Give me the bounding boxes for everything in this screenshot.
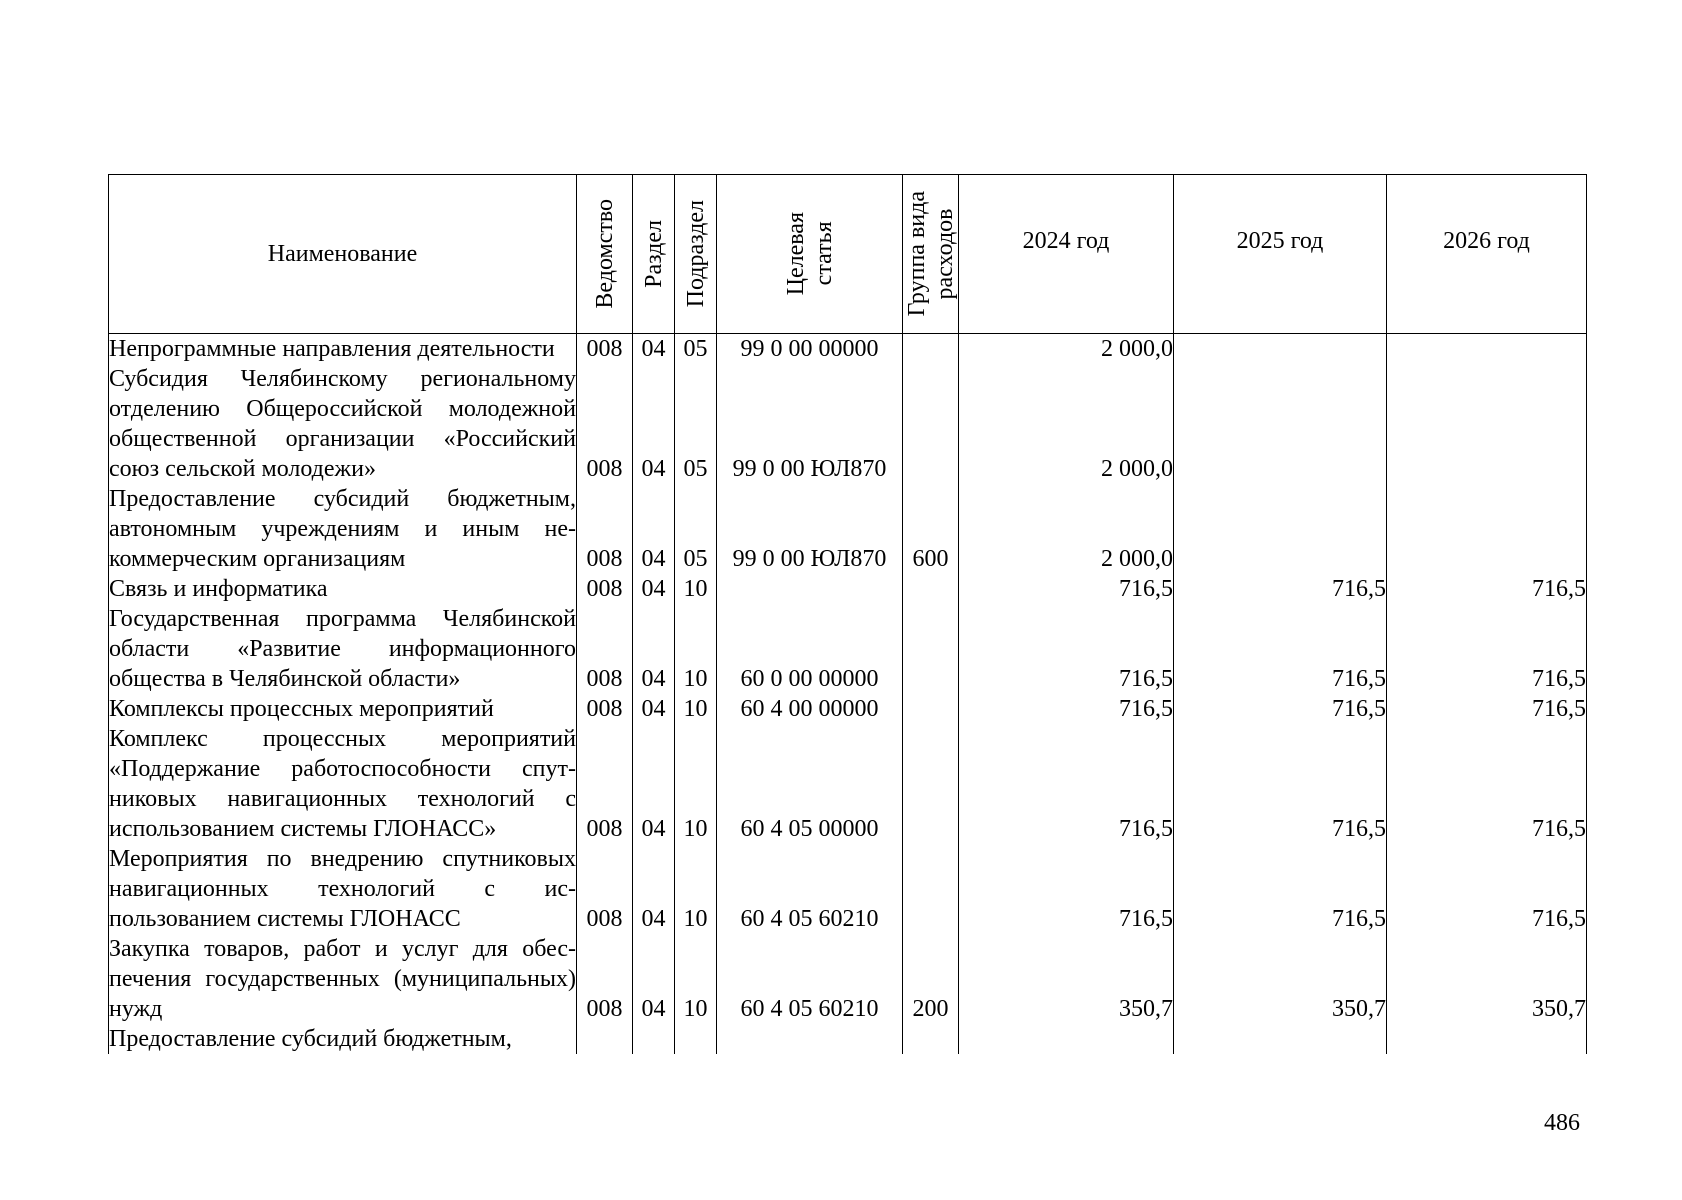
row-amount-2025: 716,5 [1174, 574, 1387, 604]
row-amount-2024: 716,5 [959, 724, 1174, 844]
row-vedomstvo: 008 [577, 334, 633, 365]
row-vedomstvo: 008 [577, 694, 633, 724]
row-amount-2025: 716,5 [1174, 724, 1387, 844]
row-celevaya-statya: 99 0 00 00000 [717, 334, 903, 365]
row-amount-2025: 716,5 [1174, 694, 1387, 724]
row-razdel: 04 [633, 364, 675, 484]
row-amount-2025 [1174, 484, 1387, 574]
row-vedomstvo: 008 [577, 844, 633, 934]
row-name: Государственная программа Челябинской области «Развитие информационного общества в Челябинской области» [109, 606, 576, 692]
row-gruppa-vida [903, 604, 959, 694]
row-celevaya-statya [717, 1024, 903, 1054]
table-row [109, 604, 1587, 694]
row-razdel: 04 [633, 334, 675, 365]
row-amount-2025: 716,5 [1174, 844, 1387, 934]
row-amount-2026 [1387, 364, 1587, 484]
row-name: Субсидия Челябинскому региональному отделению Общероссийской молодежной общественной организации «Российский союз сельской молодежи» [109, 366, 576, 482]
row-vedomstvo: 008 [577, 934, 633, 1024]
header-celevaya-statya: Целевая статья [717, 175, 903, 334]
row-name: Непрограммные направления деятельности [109, 334, 577, 365]
row-celevaya-statya [717, 574, 903, 604]
table-row [109, 484, 1587, 574]
table-row [109, 1024, 1587, 1054]
header-year-2024: 2024 год [959, 175, 1174, 334]
row-name: Связь и информатика [109, 574, 577, 604]
row-celevaya-statya: 99 0 00 ЮЛ870 [717, 484, 903, 574]
row-amount-2026 [1387, 484, 1587, 574]
row-podrazdel: 05 [675, 334, 717, 365]
row-amount-2025: 716,5 [1174, 604, 1387, 694]
row-razdel [633, 1024, 675, 1054]
row-amount-2024: 2 000,0 [959, 334, 1174, 365]
row-razdel: 04 [633, 724, 675, 844]
header-podrazdel: Подраздел [675, 175, 717, 334]
row-name: Предоставление субсидий бюджетным, [109, 1024, 577, 1054]
row-gruppa-vida [903, 364, 959, 484]
row-podrazdel: 05 [675, 364, 717, 484]
row-vedomstvo: 008 [577, 574, 633, 604]
row-amount-2026: 716,5 [1387, 724, 1587, 844]
budget-table [108, 174, 1587, 1054]
header-year-2026: 2026 год [1387, 175, 1587, 334]
table-row [109, 364, 1587, 484]
row-podrazdel [675, 1024, 717, 1054]
row-razdel: 04 [633, 604, 675, 694]
row-amount-2024: 2 000,0 [959, 484, 1174, 574]
row-amount-2026: 716,5 [1387, 574, 1587, 604]
header-gruppa-vida-rashodov: Группа вида расходов [903, 175, 959, 334]
row-gruppa-vida: 200 [903, 934, 959, 1024]
budget-table-sheet [108, 174, 1586, 1054]
row-amount-2025: 350,7 [1174, 934, 1387, 1024]
row-amount-2026: 716,5 [1387, 694, 1587, 724]
row-vedomstvo: 008 [577, 484, 633, 574]
row-razdel: 04 [633, 484, 675, 574]
row-name: Закупка товаров, работ и услуг для обеспечения государственных (муниципальных) нужд [109, 936, 576, 1022]
header-razdel: Раздел [633, 175, 675, 334]
row-gruppa-vida [903, 1024, 959, 1054]
row-podrazdel: 10 [675, 604, 717, 694]
row-amount-2024: 716,5 [959, 844, 1174, 934]
row-name: Мероприятия по внедрению спутниковых навигационных технологий с использованием системы ГЛОНАСС [109, 846, 576, 932]
row-razdel: 04 [633, 844, 675, 934]
row-gruppa-vida [903, 694, 959, 724]
row-name: Предоставление субсидий бюджетным, автономным учреждениям и иным некоммерческим организациям [109, 486, 576, 572]
row-celevaya-statya: 60 4 05 60210 [717, 844, 903, 934]
row-amount-2024: 716,5 [959, 604, 1174, 694]
table-row [109, 934, 1587, 1024]
row-gruppa-vida [903, 724, 959, 844]
row-vedomstvo: 008 [577, 604, 633, 694]
row-amount-2024: 716,5 [959, 574, 1174, 604]
row-amount-2025 [1174, 334, 1387, 365]
table-row [109, 844, 1587, 934]
row-podrazdel: 10 [675, 574, 717, 604]
row-amount-2024: 716,5 [959, 694, 1174, 724]
row-razdel: 04 [633, 694, 675, 724]
header-vedomstvo: Ведомство [577, 175, 633, 334]
row-amount-2025 [1174, 1024, 1387, 1054]
row-podrazdel: 10 [675, 724, 717, 844]
row-amount-2026: 350,7 [1387, 934, 1587, 1024]
row-vedomstvo: 008 [577, 724, 633, 844]
row-amount-2026 [1387, 334, 1587, 365]
row-razdel: 04 [633, 934, 675, 1024]
row-vedomstvo: 008 [577, 364, 633, 484]
row-amount-2024: 350,7 [959, 934, 1174, 1024]
row-gruppa-vida [903, 334, 959, 365]
row-amount-2026 [1387, 1024, 1587, 1054]
row-amount-2025 [1174, 364, 1387, 484]
row-celevaya-statya: 60 0 00 00000 [717, 604, 903, 694]
row-podrazdel: 10 [675, 694, 717, 724]
row-amount-2024: 2 000,0 [959, 364, 1174, 484]
table-header-row [109, 175, 1587, 334]
table-row [109, 334, 1587, 365]
row-gruppa-vida [903, 844, 959, 934]
row-amount-2024 [959, 1024, 1174, 1054]
row-celevaya-statya: 60 4 05 60210 [717, 934, 903, 1024]
row-vedomstvo [577, 1024, 633, 1054]
row-gruppa-vida [903, 574, 959, 604]
row-celevaya-statya: 60 4 05 00000 [717, 724, 903, 844]
row-podrazdel: 10 [675, 934, 717, 1024]
row-razdel: 04 [633, 574, 675, 604]
row-amount-2026: 716,5 [1387, 604, 1587, 694]
table-row [109, 574, 1587, 604]
row-podrazdel: 05 [675, 484, 717, 574]
row-gruppa-vida: 600 [903, 484, 959, 574]
row-name: Комплекс процессных мероприятий «Поддержание работоспособности спутниковых навигационных технологий с использованием системы ГЛОНАСС» [109, 726, 576, 842]
row-name: Комплексы процессных мероприятий [109, 694, 577, 724]
table-row [109, 694, 1587, 724]
header-year-2025: 2025 год [1174, 175, 1387, 334]
row-amount-2026: 716,5 [1387, 844, 1587, 934]
page-number: 486 [1544, 1110, 1580, 1136]
table-row [109, 724, 1587, 844]
row-celevaya-statya: 99 0 00 ЮЛ870 [717, 364, 903, 484]
header-name: Наименование [109, 175, 577, 334]
row-podrazdel: 10 [675, 844, 717, 934]
row-celevaya-statya: 60 4 00 00000 [717, 694, 903, 724]
